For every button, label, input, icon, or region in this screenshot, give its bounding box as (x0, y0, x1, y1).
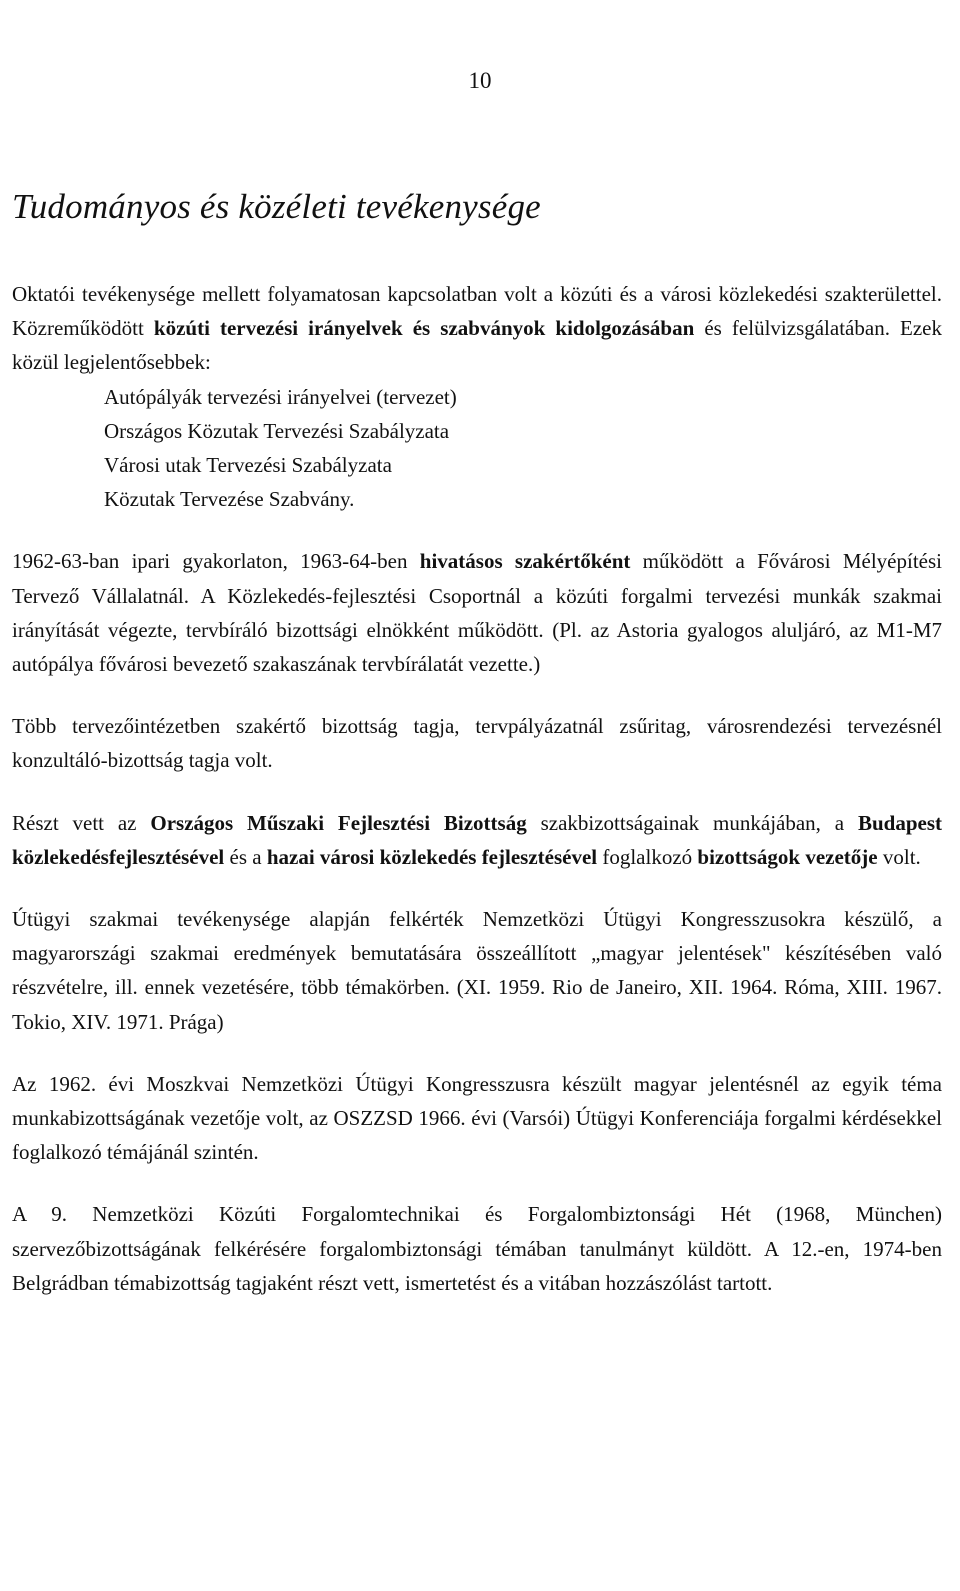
page-number: 10 (468, 68, 492, 93)
section-title: Tudományos és közéleti tevékenysége (12, 187, 541, 226)
paragraph-expert-text-end: működött a Fővárosi Mélyépítési Tervező Vállalatnál. A Közlekedés-fejlesztési Csoportnál a közúti forgalmi tervezési munkák szakmai irányítását végezte, tervbíráló bizottsági elnökként működött. (Pl. az Astoria gyalogos aluljáró, az M1-M7 autópálya fővárosi bevezető szakaszának tervbírálatát vezette.) (12, 549, 942, 677)
paragraph-moscow: Az 1962. évi Moszkvai Nemzetközi Útügyi Kongresszusra készült magyar jelentésnél az egyik téma munkabizottságának vezetője volt, az OSZZSD 1966. évi (Varsói) Útügyi Konferenciája forgalmi kérdésekkel foglalkozó témájánál szintén. (12, 1071, 942, 1165)
paragraph-intro (12, 277, 942, 380)
paragraph-omfb-text-3: és a (224, 844, 267, 869)
list-item: Autópályák tervezési irányelvei (tervezet) (104, 384, 457, 409)
body-text (12, 277, 942, 1328)
paragraph-intro-text: Oktatói tevékenysége mellett folyamatosan kapcsolatban volt a közúti és a városi közlekedési szakterülettel. Közreműködött (12, 282, 942, 341)
paragraph-expert-text: 1962-63-ban ipari gyakorlaton, 1963-64-ben (12, 549, 420, 574)
paragraph-congresses: Útügyi szakmai tevékenysége alapján felkérték Nemzetközi Útügyi Kongresszusokra készülő, a magyarországi szakmai eredmények bemutatására összeállított „magyar jelentések" készítésében való részvételre, ill. ennek vezetésére, több témakörben. (XI. 1959. Rio de Janeiro, XII. 1964. Róma, XIII. 1967. Tokio, XIV. 1971. Prága) (12, 907, 942, 1034)
paragraph-omfb-text-5: volt. (877, 844, 921, 869)
paragraph-omfb-text-2: szakbizottságainak munkájában, a (526, 810, 858, 835)
paragraph-expert (12, 544, 942, 681)
paragraph-omfb-bold-3: hazai városi közlekedés fejlesztésével (266, 844, 598, 869)
paragraph-traffic-week: A 9. Nemzetközi Közúti Forgalomtechnikai és Forgalombiztonsági Hét (1968, München) szervezőbizottságának felkérésére forgalombiztonsági témában tanulmányt küldött. A 12.-en, 1974-ben Belgrádban témabizottság tagjaként részt vett, ismertetést és a vitában hozzászólást tartott. (12, 1202, 942, 1295)
list-item: Városi utak Tervezési Szabályzata (104, 453, 392, 478)
paragraph-omfb (12, 806, 942, 874)
paragraph-omfb-bold-2: Budapest közlekedésfejlesztésével (12, 810, 942, 869)
regulations-list (12, 380, 942, 517)
paragraph-intro-bold: közúti tervezési irányelvek és szabványok kidolgozásában (153, 316, 695, 341)
list-item: Országos Közutak Tervezési Szabályzata (104, 418, 450, 443)
paragraph-omfb-text-1: Részt vett az (12, 810, 151, 835)
paragraph-omfb-text-4: foglalkozó (597, 844, 698, 869)
list-item: Közutak Tervezése Szabvány. (104, 487, 355, 512)
paragraph-omfb-bold-4: bizottságok vezetője (697, 844, 878, 869)
paragraph-committees: Több tervezőintézetben szakértő bizottság tagja, tervpályázatnál zsűritag, városrendezési tervezésnél konzultáló-bizottság tagja volt. (12, 714, 942, 773)
paragraph-intro-text-end: és felülvizsgálatában. Ezek közül legjelentősebbek: (12, 316, 942, 375)
paragraph-expert-bold: hivatásos szakértőként (419, 549, 631, 574)
paragraph-omfb-bold-1: Országos Műszaki Fejlesztési Bizottság (150, 810, 527, 835)
